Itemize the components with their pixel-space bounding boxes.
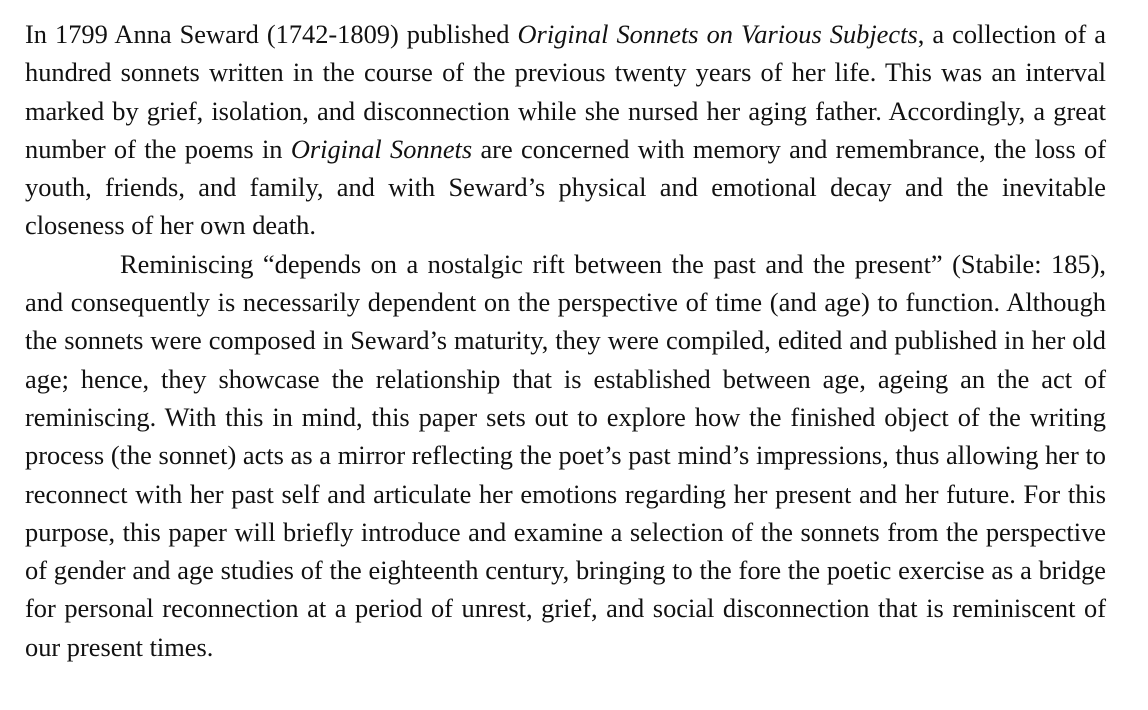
book-title-short: Original Sonnets <box>290 133 473 164</box>
reminiscing-text: Reminiscing “depends on a nostalgic rift between the past and the present” (Stabile: 185), and consequently is necessarily dependent on the perspective of time (and age) to function. Although the sonnets were composed in Seward’s maturity, they were compiled, edited and published in her old age; hence, they showcase the relationship that is established between age, ageing an the act of reminiscing. With this in mind, this paper sets out to explore how the finished object of the writing process (the sonnet) acts as a mirror reflecting the poet’s past mind’s impressions, thus allowing her to reconnect with her past self and articulate her emotions regarding her present and her future. For this purpose, this paper will briefly introduce and examine a selection of the sonnets from the perspective of gender and age studies of the eighteenth century, bringing to the fore the poetic exercise as a bridge for personal reconnection at a period of unrest, grief, and social disconnection that is reminiscent of our present times. <box>25 248 1106 662</box>
intro-text-3: are concerned with memory and remembrance, the loss of youth, friends, and family, and with Seward’s physical and emotional decay and the inevitable closeness of her own death. <box>25 133 1107 241</box>
intro-text-2: , a collection of a hundred sonnets written in the course of the previous twenty years of her life. This was an interval marked by grief, isolation, and disconnection while she nursed her aging father. Accordingly, a great number of the poems in <box>25 19 1106 164</box>
intro-text-1: In 1799 Anna Seward (1742-1809) published <box>25 19 518 49</box>
book-title-full: Original Sonnets on Various Subjects <box>517 19 918 49</box>
paragraph-reminiscing <box>25 245 1106 666</box>
paragraph-intro <box>25 15 1106 245</box>
